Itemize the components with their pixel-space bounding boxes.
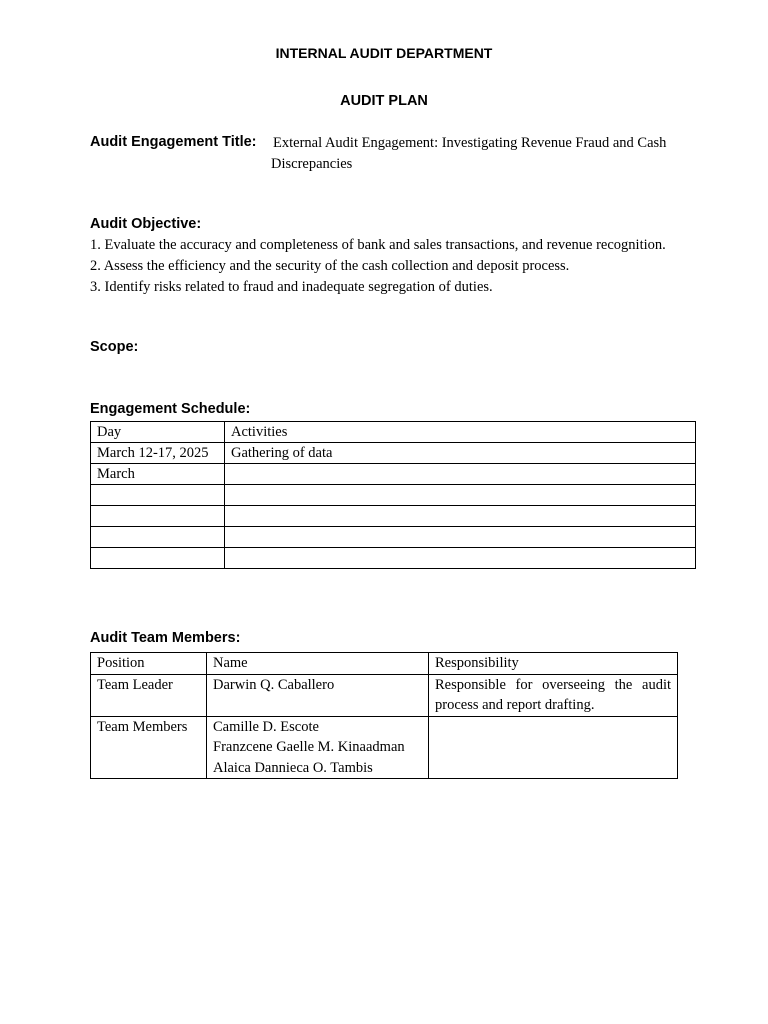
table-cell-activity: Gathering of data — [225, 443, 696, 464]
table-cell-activity — [225, 548, 696, 569]
objective-list — [90, 235, 677, 298]
table-cell-day — [91, 485, 225, 506]
table-row — [91, 527, 696, 548]
table-cell-activity — [225, 464, 696, 485]
table-row — [91, 443, 696, 464]
table-row — [91, 674, 678, 716]
column-header-day: Day — [91, 422, 225, 443]
table-row — [91, 716, 678, 779]
table-header-row — [91, 422, 696, 443]
table-cell-day: March — [91, 464, 225, 485]
column-header-activities: Activities — [225, 422, 696, 443]
table-cell-day — [91, 548, 225, 569]
table-row — [91, 548, 696, 569]
table-header-row — [91, 653, 678, 675]
department-heading: INTERNAL AUDIT DEPARTMENT — [275, 45, 493, 61]
team-heading: Audit Team Members: — [90, 630, 241, 646]
team-member-name: Alaica Dannieca O. Tambis — [213, 759, 373, 776]
table-cell-activity — [225, 527, 696, 548]
schedule-table — [90, 421, 696, 569]
team-leader-responsibility: Responsible for overseeing the audit process and report drafting. — [429, 674, 678, 716]
document-title: AUDIT PLAN — [340, 93, 428, 109]
objective-heading: Audit Objective: — [90, 216, 202, 232]
engagement-title-value: External Audit Engagement: Investigating Revenue Fraud and Cash Discrepancies — [271, 135, 667, 172]
column-header-position: Position — [91, 653, 207, 675]
scope-heading: Scope: — [90, 339, 139, 355]
team-table — [90, 652, 678, 779]
table-cell-activity — [225, 485, 696, 506]
table-cell-day — [91, 527, 225, 548]
team-leader-name: Darwin Q. Caballero — [207, 674, 429, 716]
table-row — [91, 464, 696, 485]
objective-item: 2. Assess the efficiency and the security of the cash collection and deposit process. — [90, 258, 570, 274]
team-members-responsibility — [429, 716, 678, 779]
team-members-position: Team Members — [91, 716, 207, 779]
table-cell-day: March 12-17, 2025 — [91, 443, 225, 464]
objective-item: 3. Identify risks related to fraud and inadequate segregation of duties. — [90, 279, 493, 295]
team-leader-position: Team Leader — [91, 674, 207, 716]
engagement-title-label: Audit Engagement Title: — [90, 134, 257, 150]
team-member-name: Franzcene Gaelle M. Kinaadman — [213, 739, 405, 755]
column-header-responsibility: Responsibility — [429, 653, 678, 675]
objective-item: 1. Evaluate the accuracy and completeness of bank and sales transactions, and revenue recognition. — [90, 237, 666, 253]
table-row — [91, 506, 696, 527]
schedule-heading: Engagement Schedule: — [90, 401, 251, 417]
table-cell-activity — [225, 506, 696, 527]
team-member-name: Camille D. Escote — [213, 718, 319, 735]
team-members-names — [207, 716, 429, 779]
table-cell-day — [91, 506, 225, 527]
table-row — [91, 485, 696, 506]
column-header-name: Name — [207, 653, 429, 675]
